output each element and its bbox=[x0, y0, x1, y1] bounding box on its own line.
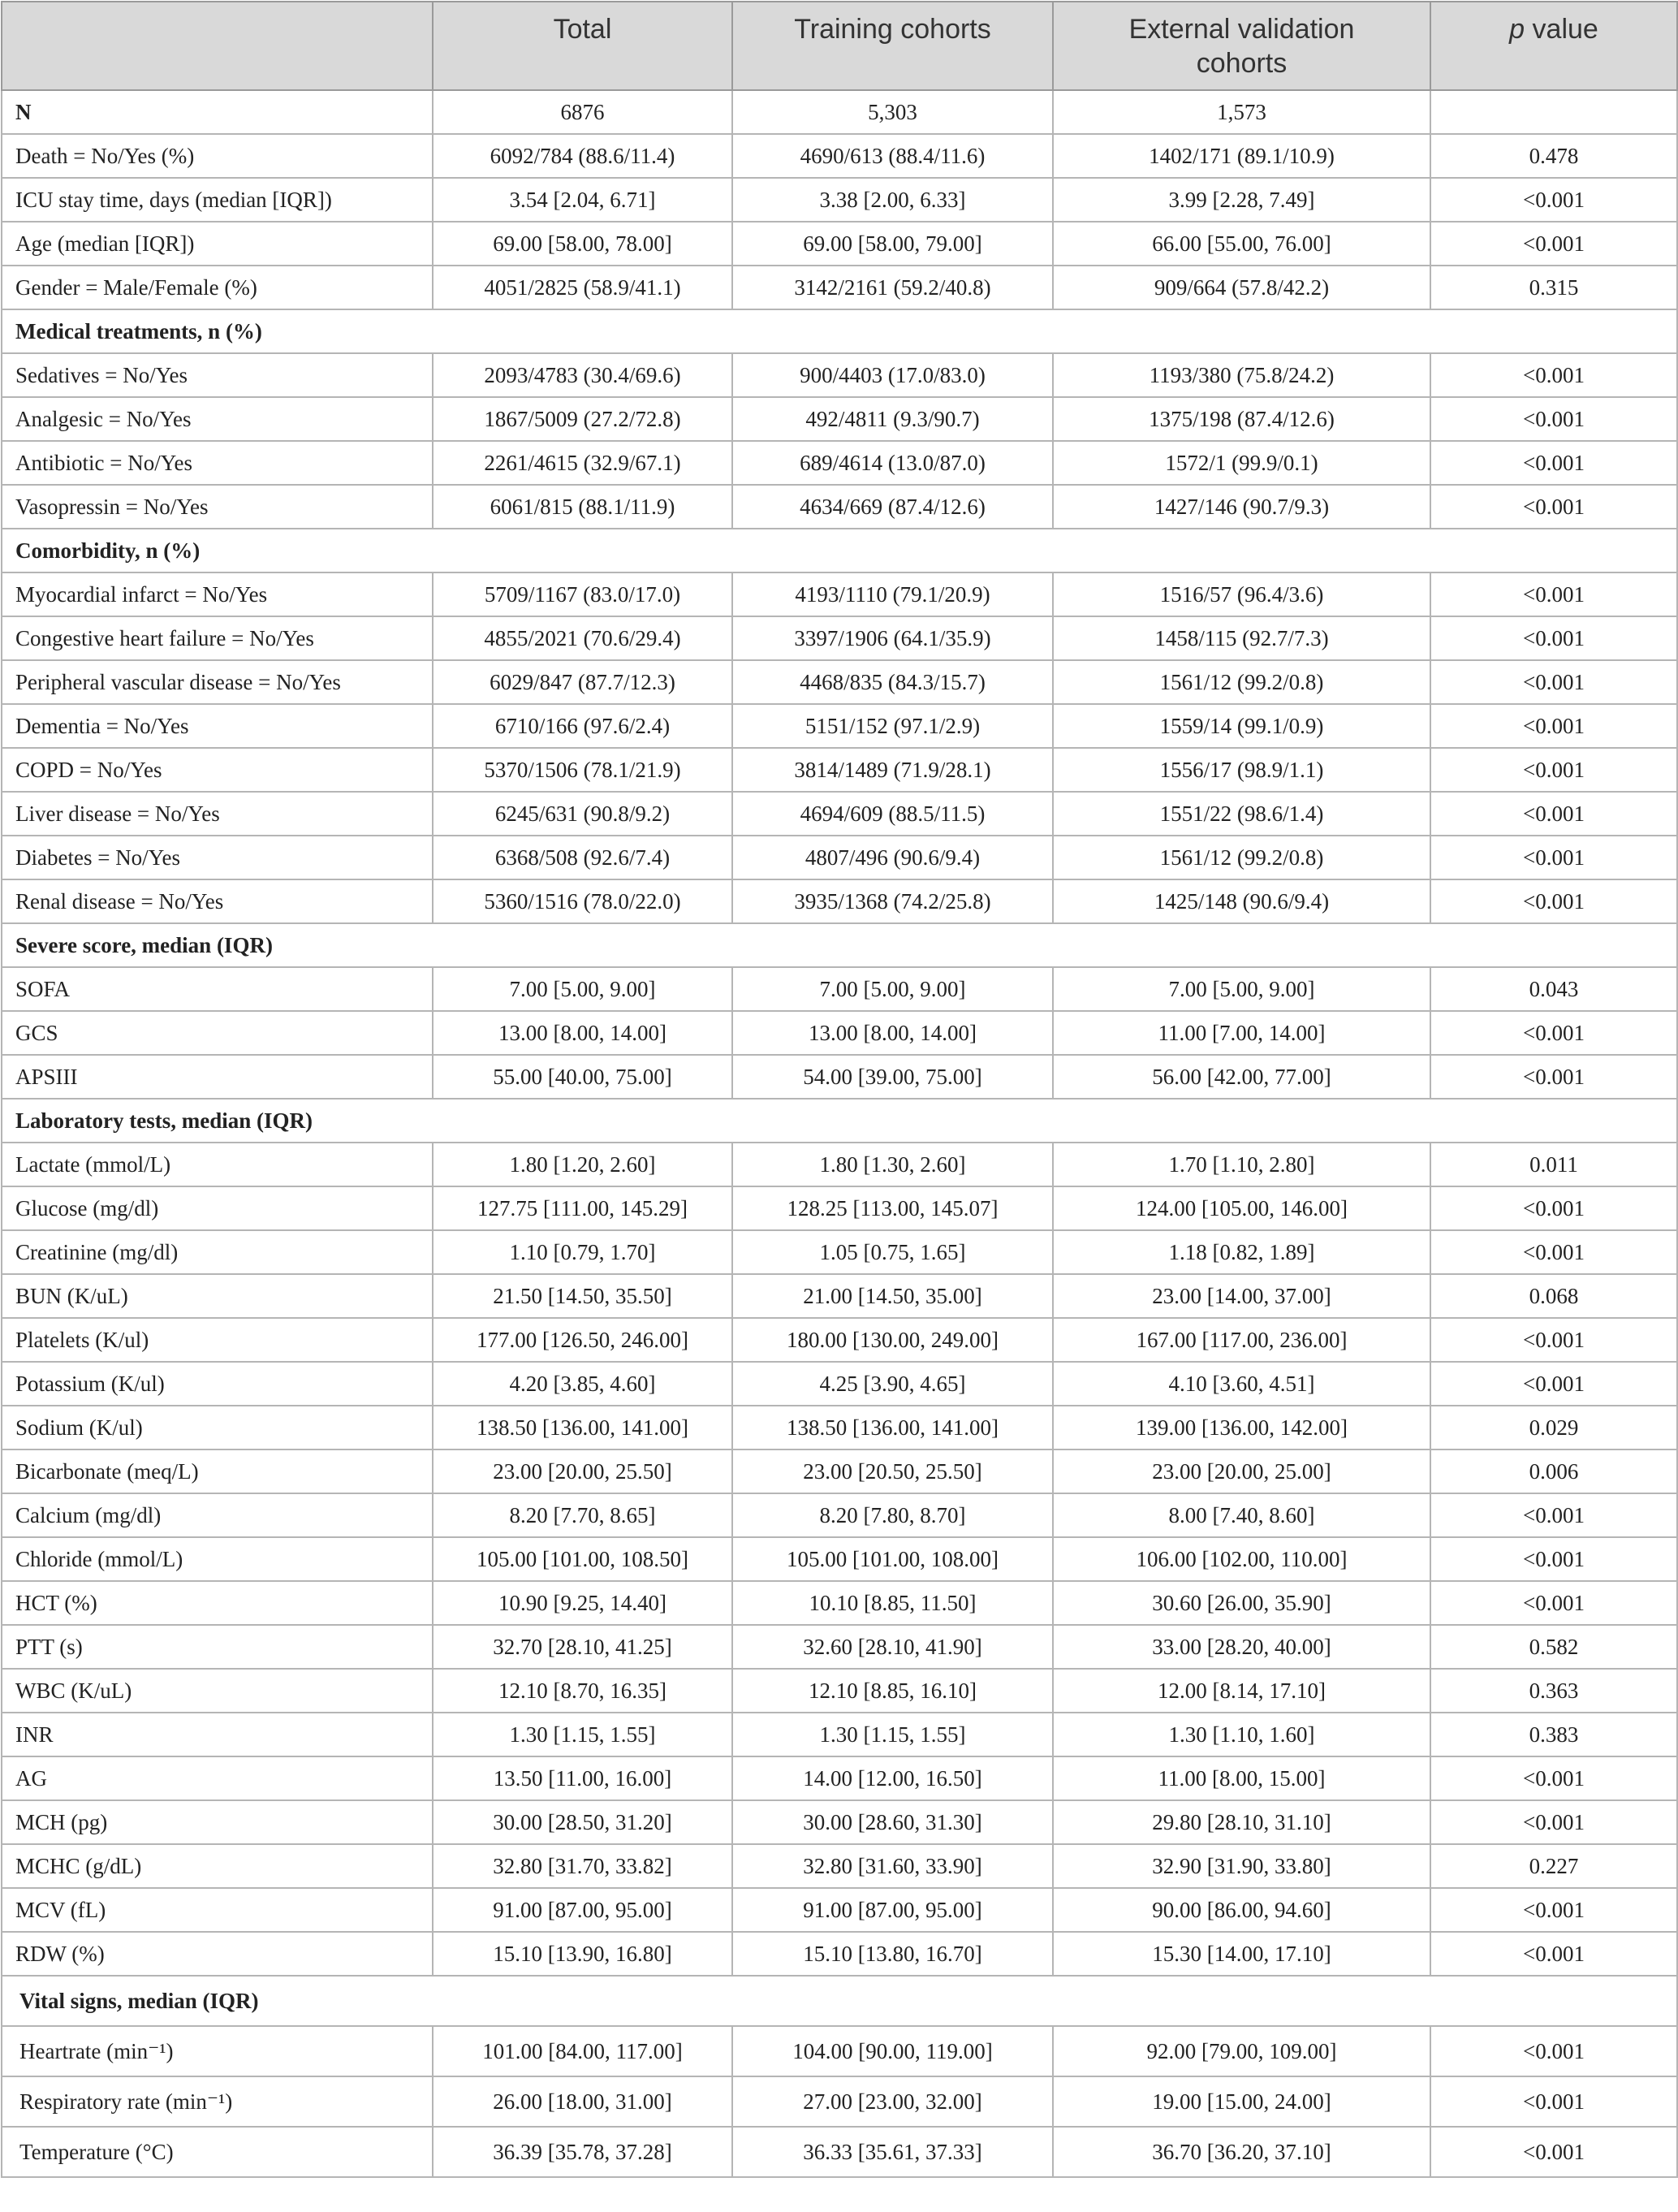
table-row bbox=[2, 1493, 1677, 1537]
cell-validation: 1,573 bbox=[1053, 90, 1430, 134]
cell-p-value: <0.001 bbox=[1430, 1800, 1677, 1844]
cell-total: 13.00 [8.00, 14.00] bbox=[433, 1011, 732, 1055]
section-row bbox=[2, 309, 1677, 353]
cell-p-value: 0.011 bbox=[1430, 1143, 1677, 1186]
cell-training: 7.00 [5.00, 9.00] bbox=[732, 967, 1053, 1011]
cell-total: 21.50 [14.50, 35.50] bbox=[433, 1274, 732, 1318]
row-label: HCT (%) bbox=[2, 1581, 433, 1625]
cell-validation: 3.99 [2.28, 7.49] bbox=[1053, 178, 1430, 222]
cell-p-value: <0.001 bbox=[1430, 1493, 1677, 1537]
table-row bbox=[2, 1055, 1677, 1099]
header-p-italic: p bbox=[1509, 14, 1525, 45]
table-row bbox=[2, 397, 1677, 441]
cell-total: 5360/1516 (78.0/22.0) bbox=[433, 879, 732, 923]
row-label: Gender = Male/Female (%) bbox=[2, 266, 433, 309]
cell-validation: 7.00 [5.00, 9.00] bbox=[1053, 967, 1430, 1011]
cell-total: 5370/1506 (78.1/21.9) bbox=[433, 748, 732, 792]
cell-p-value: 0.029 bbox=[1430, 1406, 1677, 1449]
cell-training: 104.00 [90.00, 119.00] bbox=[732, 2026, 1053, 2076]
table-row bbox=[2, 134, 1677, 178]
cell-training: 14.00 [12.00, 16.50] bbox=[732, 1756, 1053, 1800]
row-label: Creatinine (mg/dl) bbox=[2, 1230, 433, 1274]
row-label: AG bbox=[2, 1756, 433, 1800]
cell-total: 30.00 [28.50, 31.20] bbox=[433, 1800, 732, 1844]
table-row bbox=[2, 1318, 1677, 1362]
cell-validation: 1561/12 (99.2/0.8) bbox=[1053, 836, 1430, 879]
cell-p-value: <0.001 bbox=[1430, 397, 1677, 441]
table-row bbox=[2, 1756, 1677, 1800]
row-label: BUN (K/uL) bbox=[2, 1274, 433, 1318]
table-row bbox=[2, 616, 1677, 660]
table-row bbox=[2, 1011, 1677, 1055]
section-heading: Laboratory tests, median (IQR) bbox=[2, 1099, 1677, 1143]
cell-total: 2261/4615 (32.9/67.1) bbox=[433, 441, 732, 485]
row-label: Sedatives = No/Yes bbox=[2, 353, 433, 397]
cell-p-value: <0.001 bbox=[1430, 178, 1677, 222]
cell-validation: 12.00 [8.14, 17.10] bbox=[1053, 1669, 1430, 1713]
row-label: Potassium (K/ul) bbox=[2, 1362, 433, 1406]
cell-validation: 23.00 [20.00, 25.00] bbox=[1053, 1449, 1430, 1493]
cell-training: 5151/152 (97.1/2.9) bbox=[732, 704, 1053, 748]
cell-total: 1.30 [1.15, 1.55] bbox=[433, 1713, 732, 1756]
cell-p-value: <0.001 bbox=[1430, 222, 1677, 266]
cell-total: 7.00 [5.00, 9.00] bbox=[433, 967, 732, 1011]
cell-validation: 1425/148 (90.6/9.4) bbox=[1053, 879, 1430, 923]
row-label: RDW (%) bbox=[2, 1932, 433, 1976]
row-label: Liver disease = No/Yes bbox=[2, 792, 433, 836]
table-row bbox=[2, 353, 1677, 397]
cell-p-value: <0.001 bbox=[1430, 704, 1677, 748]
row-label: INR bbox=[2, 1713, 433, 1756]
cell-total: 138.50 [136.00, 141.00] bbox=[433, 1406, 732, 1449]
cell-training: 1.80 [1.30, 2.60] bbox=[732, 1143, 1053, 1186]
cell-total: 4855/2021 (70.6/29.4) bbox=[433, 616, 732, 660]
header-total: Total bbox=[433, 2, 732, 90]
cell-training: 36.33 [35.61, 37.33] bbox=[732, 2127, 1053, 2177]
cell-training: 4807/496 (90.6/9.4) bbox=[732, 836, 1053, 879]
cell-validation: 1.70 [1.10, 2.80] bbox=[1053, 1143, 1430, 1186]
cell-validation: 4.10 [3.60, 4.51] bbox=[1053, 1362, 1430, 1406]
cell-training: 128.25 [113.00, 145.07] bbox=[732, 1186, 1053, 1230]
cell-total: 6876 bbox=[433, 90, 732, 134]
cell-validation: 106.00 [102.00, 110.00] bbox=[1053, 1537, 1430, 1581]
cell-total: 105.00 [101.00, 108.50] bbox=[433, 1537, 732, 1581]
cell-validation: 36.70 [36.20, 37.10] bbox=[1053, 2127, 1430, 2177]
cell-validation: 1561/12 (99.2/0.8) bbox=[1053, 660, 1430, 704]
table-row bbox=[2, 879, 1677, 923]
cell-validation: 1556/17 (98.9/1.1) bbox=[1053, 748, 1430, 792]
header-variable bbox=[2, 2, 433, 90]
row-label: Heartrate (min⁻¹) bbox=[2, 2026, 433, 2076]
table-row bbox=[2, 2026, 1677, 2076]
cell-total: 6029/847 (87.7/12.3) bbox=[433, 660, 732, 704]
row-label: Antibiotic = No/Yes bbox=[2, 441, 433, 485]
cell-total: 55.00 [40.00, 75.00] bbox=[433, 1055, 732, 1099]
cell-training: 689/4614 (13.0/87.0) bbox=[732, 441, 1053, 485]
row-label: Bicarbonate (meq/L) bbox=[2, 1449, 433, 1493]
cell-training: 30.00 [28.60, 31.30] bbox=[732, 1800, 1053, 1844]
table-row bbox=[2, 1143, 1677, 1186]
cell-total: 10.90 [9.25, 14.40] bbox=[433, 1581, 732, 1625]
cell-validation: 15.30 [14.00, 17.10] bbox=[1053, 1932, 1430, 1976]
header-row bbox=[2, 2, 1677, 90]
cell-p-value: <0.001 bbox=[1430, 1581, 1677, 1625]
section-heading: Vital signs, median (IQR) bbox=[2, 1976, 1677, 2026]
cell-validation: 11.00 [8.00, 15.00] bbox=[1053, 1756, 1430, 1800]
section-heading: Comorbidity, n (%) bbox=[2, 529, 1677, 572]
row-label: Peripheral vascular disease = No/Yes bbox=[2, 660, 433, 704]
row-label: Sodium (K/ul) bbox=[2, 1406, 433, 1449]
cell-training: 492/4811 (9.3/90.7) bbox=[732, 397, 1053, 441]
table-row bbox=[2, 1537, 1677, 1581]
cell-total: 127.75 [111.00, 145.29] bbox=[433, 1186, 732, 1230]
table-row bbox=[2, 1362, 1677, 1406]
cell-training: 27.00 [23.00, 32.00] bbox=[732, 2076, 1053, 2127]
header-validation-line2: cohorts bbox=[1196, 48, 1288, 79]
section-row bbox=[2, 529, 1677, 572]
cell-validation: 56.00 [42.00, 77.00] bbox=[1053, 1055, 1430, 1099]
section-heading: Medical treatments, n (%) bbox=[2, 309, 1677, 353]
cell-training: 3397/1906 (64.1/35.9) bbox=[732, 616, 1053, 660]
row-label: WBC (K/uL) bbox=[2, 1669, 433, 1713]
cell-validation: 66.00 [55.00, 76.00] bbox=[1053, 222, 1430, 266]
cell-p-value: <0.001 bbox=[1430, 748, 1677, 792]
cell-validation: 1572/1 (99.9/0.1) bbox=[1053, 441, 1430, 485]
table-row bbox=[2, 748, 1677, 792]
table-row bbox=[2, 1406, 1677, 1449]
table-row bbox=[2, 704, 1677, 748]
cell-training: 4.25 [3.90, 4.65] bbox=[732, 1362, 1053, 1406]
table-row bbox=[2, 266, 1677, 309]
row-label: Platelets (K/ul) bbox=[2, 1318, 433, 1362]
cell-total: 6061/815 (88.1/11.9) bbox=[433, 485, 732, 529]
cell-total: 3.54 [2.04, 6.71] bbox=[433, 178, 732, 222]
cell-validation: 1458/115 (92.7/7.3) bbox=[1053, 616, 1430, 660]
header-validation bbox=[1053, 2, 1430, 90]
cell-training: 69.00 [58.00, 79.00] bbox=[732, 222, 1053, 266]
cell-total: 6710/166 (97.6/2.4) bbox=[433, 704, 732, 748]
cell-total: 26.00 [18.00, 31.00] bbox=[433, 2076, 732, 2127]
row-label: MCH (pg) bbox=[2, 1800, 433, 1844]
cell-p-value: <0.001 bbox=[1430, 1362, 1677, 1406]
table-row bbox=[2, 90, 1677, 134]
table-row bbox=[2, 967, 1677, 1011]
cell-p-value: <0.001 bbox=[1430, 1230, 1677, 1274]
header-p-value bbox=[1430, 2, 1677, 90]
row-label: ICU stay time, days (median [IQR]) bbox=[2, 178, 433, 222]
cell-p-value: 0.006 bbox=[1430, 1449, 1677, 1493]
cell-p-value: 0.478 bbox=[1430, 134, 1677, 178]
table-row bbox=[2, 441, 1677, 485]
table-row bbox=[2, 836, 1677, 879]
cell-training: 32.60 [28.10, 41.90] bbox=[732, 1625, 1053, 1669]
row-label: Vasopressin = No/Yes bbox=[2, 485, 433, 529]
cell-training: 4468/835 (84.3/15.7) bbox=[732, 660, 1053, 704]
cell-p-value: <0.001 bbox=[1430, 2127, 1677, 2177]
cell-p-value: <0.001 bbox=[1430, 1011, 1677, 1055]
cell-total: 15.10 [13.90, 16.80] bbox=[433, 1932, 732, 1976]
cell-p-value: <0.001 bbox=[1430, 1537, 1677, 1581]
cell-validation: 1551/22 (98.6/1.4) bbox=[1053, 792, 1430, 836]
table-row bbox=[2, 2076, 1677, 2127]
cell-p-value: <0.001 bbox=[1430, 660, 1677, 704]
cell-training: 15.10 [13.80, 16.70] bbox=[732, 1932, 1053, 1976]
section-row bbox=[2, 1976, 1677, 2026]
cell-validation: 30.60 [26.00, 35.90] bbox=[1053, 1581, 1430, 1625]
cell-validation: 32.90 [31.90, 33.80] bbox=[1053, 1844, 1430, 1888]
row-label: Diabetes = No/Yes bbox=[2, 836, 433, 879]
section-heading: Severe score, median (IQR) bbox=[2, 923, 1677, 967]
row-label: COPD = No/Yes bbox=[2, 748, 433, 792]
cell-training: 8.20 [7.80, 8.70] bbox=[732, 1493, 1053, 1537]
table-row bbox=[2, 1932, 1677, 1976]
row-label: Death = No/Yes (%) bbox=[2, 134, 433, 178]
table-row bbox=[2, 1888, 1677, 1932]
cell-p-value: <0.001 bbox=[1430, 879, 1677, 923]
cell-training: 3814/1489 (71.9/28.1) bbox=[732, 748, 1053, 792]
cell-training: 10.10 [8.85, 11.50] bbox=[732, 1581, 1053, 1625]
cell-p-value: <0.001 bbox=[1430, 1186, 1677, 1230]
cell-training: 32.80 [31.60, 33.90] bbox=[732, 1844, 1053, 1888]
cell-p-value: 0.383 bbox=[1430, 1713, 1677, 1756]
table-row bbox=[2, 1449, 1677, 1493]
cell-validation: 23.00 [14.00, 37.00] bbox=[1053, 1274, 1430, 1318]
table-row bbox=[2, 222, 1677, 266]
cell-p-value: <0.001 bbox=[1430, 2026, 1677, 2076]
cell-total: 4.20 [3.85, 4.60] bbox=[433, 1362, 732, 1406]
cell-validation: 167.00 [117.00, 236.00] bbox=[1053, 1318, 1430, 1362]
cell-p-value bbox=[1430, 90, 1677, 134]
cell-validation: 1.30 [1.10, 1.60] bbox=[1053, 1713, 1430, 1756]
row-label: Lactate (mmol/L) bbox=[2, 1143, 433, 1186]
row-label: Dementia = No/Yes bbox=[2, 704, 433, 748]
row-label: Congestive heart failure = No/Yes bbox=[2, 616, 433, 660]
cell-training: 4193/1110 (79.1/20.9) bbox=[732, 572, 1053, 616]
cell-training: 900/4403 (17.0/83.0) bbox=[732, 353, 1053, 397]
cell-training: 180.00 [130.00, 249.00] bbox=[732, 1318, 1053, 1362]
table-row bbox=[2, 1625, 1677, 1669]
cell-p-value: 0.315 bbox=[1430, 266, 1677, 309]
cell-p-value: <0.001 bbox=[1430, 572, 1677, 616]
cell-total: 6368/508 (92.6/7.4) bbox=[433, 836, 732, 879]
cell-p-value: <0.001 bbox=[1430, 1888, 1677, 1932]
cell-p-value: <0.001 bbox=[1430, 792, 1677, 836]
cell-validation: 1427/146 (90.7/9.3) bbox=[1053, 485, 1430, 529]
cell-p-value: 0.227 bbox=[1430, 1844, 1677, 1888]
cell-total: 12.10 [8.70, 16.35] bbox=[433, 1669, 732, 1713]
cell-p-value: 0.068 bbox=[1430, 1274, 1677, 1318]
cell-training: 1.30 [1.15, 1.55] bbox=[732, 1713, 1053, 1756]
cell-p-value: 0.043 bbox=[1430, 967, 1677, 1011]
cell-validation: 1.18 [0.82, 1.89] bbox=[1053, 1230, 1430, 1274]
cell-total: 2093/4783 (30.4/69.6) bbox=[433, 353, 732, 397]
cell-total: 32.80 [31.70, 33.82] bbox=[433, 1844, 732, 1888]
cell-p-value: <0.001 bbox=[1430, 1932, 1677, 1976]
cell-total: 91.00 [87.00, 95.00] bbox=[433, 1888, 732, 1932]
cell-total: 177.00 [126.50, 246.00] bbox=[433, 1318, 732, 1362]
cell-validation: 19.00 [15.00, 24.00] bbox=[1053, 2076, 1430, 2127]
cell-total: 36.39 [35.78, 37.28] bbox=[433, 2127, 732, 2177]
row-label: N bbox=[2, 90, 433, 134]
cell-training: 4694/609 (88.5/11.5) bbox=[732, 792, 1053, 836]
cell-total: 8.20 [7.70, 8.65] bbox=[433, 1493, 732, 1537]
row-label: Glucose (mg/dl) bbox=[2, 1186, 433, 1230]
table-row bbox=[2, 1186, 1677, 1230]
table-row bbox=[2, 1713, 1677, 1756]
cell-p-value: <0.001 bbox=[1430, 353, 1677, 397]
cell-training: 4690/613 (88.4/11.6) bbox=[732, 134, 1053, 178]
cell-total: 1.80 [1.20, 2.60] bbox=[433, 1143, 732, 1186]
cell-p-value: <0.001 bbox=[1430, 485, 1677, 529]
cell-total: 1867/5009 (27.2/72.8) bbox=[433, 397, 732, 441]
cell-validation: 124.00 [105.00, 146.00] bbox=[1053, 1186, 1430, 1230]
cell-p-value: <0.001 bbox=[1430, 1318, 1677, 1362]
cell-training: 138.50 [136.00, 141.00] bbox=[732, 1406, 1053, 1449]
cell-validation: 1559/14 (99.1/0.9) bbox=[1053, 704, 1430, 748]
cell-p-value: <0.001 bbox=[1430, 1055, 1677, 1099]
row-label: Renal disease = No/Yes bbox=[2, 879, 433, 923]
row-label: MCHC (g/dL) bbox=[2, 1844, 433, 1888]
cell-training: 5,303 bbox=[732, 90, 1053, 134]
table-row bbox=[2, 1800, 1677, 1844]
cell-validation: 1375/198 (87.4/12.6) bbox=[1053, 397, 1430, 441]
row-label: PTT (s) bbox=[2, 1625, 433, 1669]
table-row bbox=[2, 1274, 1677, 1318]
cell-training: 54.00 [39.00, 75.00] bbox=[732, 1055, 1053, 1099]
cell-p-value: <0.001 bbox=[1430, 1756, 1677, 1800]
header-p-rest: value bbox=[1525, 14, 1598, 45]
row-label: Respiratory rate (min⁻¹) bbox=[2, 2076, 433, 2127]
table-row bbox=[2, 792, 1677, 836]
cell-total: 69.00 [58.00, 78.00] bbox=[433, 222, 732, 266]
table-row bbox=[2, 1669, 1677, 1713]
section-row bbox=[2, 923, 1677, 967]
baseline-characteristics-table bbox=[1, 1, 1678, 2178]
cell-validation: 90.00 [86.00, 94.60] bbox=[1053, 1888, 1430, 1932]
header-training: Training cohorts bbox=[732, 2, 1053, 90]
row-label: Analgesic = No/Yes bbox=[2, 397, 433, 441]
cell-validation: 92.00 [79.00, 109.00] bbox=[1053, 2026, 1430, 2076]
row-label: Calcium (mg/dl) bbox=[2, 1493, 433, 1537]
header-validation-line1: External validation bbox=[1128, 14, 1355, 45]
table-row bbox=[2, 1230, 1677, 1274]
cell-total: 13.50 [11.00, 16.00] bbox=[433, 1756, 732, 1800]
table-row bbox=[2, 2127, 1677, 2177]
cell-training: 3935/1368 (74.2/25.8) bbox=[732, 879, 1053, 923]
cell-p-value: <0.001 bbox=[1430, 2076, 1677, 2127]
cell-validation: 1516/57 (96.4/3.6) bbox=[1053, 572, 1430, 616]
cell-training: 105.00 [101.00, 108.00] bbox=[732, 1537, 1053, 1581]
cell-training: 21.00 [14.50, 35.00] bbox=[732, 1274, 1053, 1318]
cell-validation: 909/664 (57.8/42.2) bbox=[1053, 266, 1430, 309]
cell-training: 91.00 [87.00, 95.00] bbox=[732, 1888, 1053, 1932]
row-label: Myocardial infarct = No/Yes bbox=[2, 572, 433, 616]
table-row bbox=[2, 572, 1677, 616]
row-label: APSIII bbox=[2, 1055, 433, 1099]
cell-total: 101.00 [84.00, 117.00] bbox=[433, 2026, 732, 2076]
cell-validation: 139.00 [136.00, 142.00] bbox=[1053, 1406, 1430, 1449]
row-label: SOFA bbox=[2, 967, 433, 1011]
row-label: Temperature (°C) bbox=[2, 2127, 433, 2177]
cell-training: 4634/669 (87.4/12.6) bbox=[732, 485, 1053, 529]
cell-p-value: <0.001 bbox=[1430, 836, 1677, 879]
cell-total: 6092/784 (88.6/11.4) bbox=[433, 134, 732, 178]
row-label: Age (median [IQR]) bbox=[2, 222, 433, 266]
row-label: MCV (fL) bbox=[2, 1888, 433, 1932]
cell-validation: 11.00 [7.00, 14.00] bbox=[1053, 1011, 1430, 1055]
cell-validation: 8.00 [7.40, 8.60] bbox=[1053, 1493, 1430, 1537]
cell-total: 23.00 [20.00, 25.50] bbox=[433, 1449, 732, 1493]
cell-total: 5709/1167 (83.0/17.0) bbox=[433, 572, 732, 616]
cell-training: 1.05 [0.75, 1.65] bbox=[732, 1230, 1053, 1274]
cell-p-value: <0.001 bbox=[1430, 441, 1677, 485]
cell-p-value: <0.001 bbox=[1430, 616, 1677, 660]
cell-validation: 1193/380 (75.8/24.2) bbox=[1053, 353, 1430, 397]
section-row bbox=[2, 1099, 1677, 1143]
cell-training: 23.00 [20.50, 25.50] bbox=[732, 1449, 1053, 1493]
cell-total: 4051/2825 (58.9/41.1) bbox=[433, 266, 732, 309]
cell-validation: 1402/171 (89.1/10.9) bbox=[1053, 134, 1430, 178]
cell-training: 13.00 [8.00, 14.00] bbox=[732, 1011, 1053, 1055]
cell-p-value: 0.582 bbox=[1430, 1625, 1677, 1669]
row-label: Chloride (mmol/L) bbox=[2, 1537, 433, 1581]
cell-p-value: 0.363 bbox=[1430, 1669, 1677, 1713]
cell-training: 3142/2161 (59.2/40.8) bbox=[732, 266, 1053, 309]
table-row bbox=[2, 178, 1677, 222]
cell-validation: 29.80 [28.10, 31.10] bbox=[1053, 1800, 1430, 1844]
cell-total: 1.10 [0.79, 1.70] bbox=[433, 1230, 732, 1274]
cell-training: 12.10 [8.85, 16.10] bbox=[732, 1669, 1053, 1713]
table-row bbox=[2, 485, 1677, 529]
cell-total: 32.70 [28.10, 41.25] bbox=[433, 1625, 732, 1669]
row-label: GCS bbox=[2, 1011, 433, 1055]
cell-training: 3.38 [2.00, 6.33] bbox=[732, 178, 1053, 222]
table-row bbox=[2, 1844, 1677, 1888]
cell-total: 6245/631 (90.8/9.2) bbox=[433, 792, 732, 836]
cell-validation: 33.00 [28.20, 40.00] bbox=[1053, 1625, 1430, 1669]
table-row bbox=[2, 1581, 1677, 1625]
table-row bbox=[2, 660, 1677, 704]
